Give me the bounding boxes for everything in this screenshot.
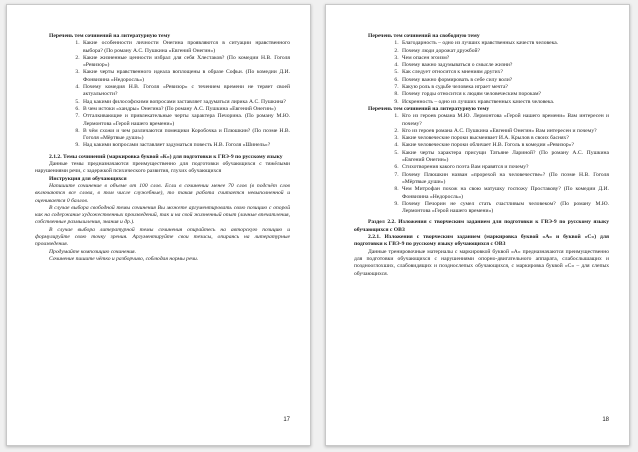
list-item: 4. Почему важно задумываться о смысле жизни? xyxy=(400,62,609,69)
list-item: 5. Над какими философскими вопросами заставляет задуматься лирика А.С. Пушкина? xyxy=(81,99,290,106)
instruction-paragraph: Продумайте композицию сочинения. xyxy=(49,248,137,255)
list-item: 6. Почему важно формировать в себе силу воли? xyxy=(400,77,609,84)
list-item: 7. Отталкивающие и привлекательные черты характера Печорина. (По роману М.Ю. Лермонтова «Герой нашего времени») xyxy=(81,113,290,128)
instruction-paragraph: В случае выбора литературной темы сочинения опирайтесь на авторскую позицию и формулируйте свою точку зрения. Аргументируйте свои тезисы, опираясь на литературные произведения. xyxy=(35,226,290,248)
list-item: 3. Какие черты нравственного идеала воплощены в образе Софьи. (По комедии Д.И. Фонвизина «Недоросль») xyxy=(81,69,290,84)
list-item: 7. Какую роль в судьбе человека играет мечта? xyxy=(400,84,609,91)
section-212-text: Данные темы предназначаются преимущественно для подготовки обучающихся с тяжёлыми нарушениями речи, с задержкой психического развития, глухих обучающихся xyxy=(35,161,290,175)
list-item: 8. Чем Митрофан похож на свою матушку госпожу Простакову? (По комедии Д.И. Фонвизина «Недоросль») xyxy=(400,186,609,201)
right-page-content xyxy=(354,33,609,278)
free-topics-heading: Перечень тем сочинений на свободную тему xyxy=(368,33,480,39)
literary-topics-list xyxy=(35,40,290,149)
instruction-title: Инструкция для обучающихся xyxy=(49,175,127,182)
instruction-paragraph: Сочинение пишите чётко и разборчиво, соблюдая нормы речи. xyxy=(49,255,199,262)
list-item: 5. Как следует относится к мнениям других? xyxy=(400,69,609,76)
list-item: 1. Кто из героев романа М.Ю. Лермонтова «Герой нашего времени» Вам интересен и почему? xyxy=(400,113,609,128)
free-topics-list xyxy=(354,40,609,106)
section-22-title: Раздел 2.2. Изложения с творческим заданием для подготовки к ГВЭ-9 по русскому языку обучающихся с ОВЗ xyxy=(354,219,609,233)
section-221-title: 2.2.1. Изложения с творческим заданием (маркировка буквой «А» и буквой «С») для подготовки к ГВЭ-9 по русскому языку обучающихся с ОВЗ xyxy=(354,234,609,248)
list-item: 8. Почему горды относится к людям человеческим порокам? xyxy=(400,91,609,98)
list-item: 5. Какие черты характера присущи Татьяне Лариной? (По роману А.С. Пушкина «Евгений Онегин») xyxy=(400,150,609,165)
list-item: 9. Почему Печорин не сумел стать счастливым человеком? (По роману М.Ю. Лермонтова «Герой нашего времени») xyxy=(400,201,609,216)
section-212-title: 2.1.2. Темы сочинений (маркировка буквой «К») для подготовки к ГВЭ-9 по русскому языку xyxy=(49,153,283,160)
list-item: 3. Чем опасен эгоизм? xyxy=(400,55,609,62)
left-page xyxy=(6,4,311,446)
right-page xyxy=(325,4,630,446)
literary-topics-heading: Перечень тем сочинений на литературную тему xyxy=(368,105,490,112)
list-item: 2. Кто из героев романа А.С. Пушкина «Евгений Онегин» Вам интересен и почему? xyxy=(400,128,609,135)
list-item: 7. Почему Плюшкин назван «прорехой на человечестве»? (По поэме Н.В. Гоголя «Мёртвые души») xyxy=(400,172,609,187)
list-item: 1. Благодарность – одно из лучших нравственных качеств человека. xyxy=(400,40,609,47)
list-item: 4. Какие человеческие пороки обличает Н.В. Гоголь в комедии «Ревизор»? xyxy=(400,142,609,149)
literary-topics-list xyxy=(354,113,609,215)
instruction-paragraph: Напишите сочинение в объеме от 100 слов. Если в сочинении менее 70 слов (в подсчёт слов включаются все слова, в том числе служебные), то такая работа считается невыполненной и оценивается 0 баллов. xyxy=(35,182,290,204)
list-item: 2. Почему люди дорожат дружбой? xyxy=(400,48,609,55)
list-item: 3. Какие человеческие пороки высмеивает И.А. Крылов в своих баснях? xyxy=(400,135,609,142)
instruction-paragraph: В случае выбора свободной темы сочинения Вы можете аргументировать свою позицию с опорой как на содержание художественных произведений, так и на свой жизненный опыт (личные впечатления, собственные размышления, знания и др.). xyxy=(35,204,290,226)
left-page-content xyxy=(35,33,290,263)
list-item: 9. Искренность – одно из лучших нравственных качеств человека. xyxy=(400,99,609,106)
list-item: 9. Над какими вопросами заставляет задуматься повесть Н.В. Гоголя «Шинель»? xyxy=(81,142,290,149)
list-item: 1. Какие особенности личности Онегина проявляются в ситуации нравственного выбора? (По роману А.С. Пушкина «Евгений Онегин») xyxy=(81,40,290,55)
section-221-text: Данные тренировочные материалы с маркировкой буквой «А» предназначаются преимущественно для подготовки обучающихся с нарушениями опорно-двигательного аппарата, слабослышащих и позднооглохших, слабовидящих и позднослепых обучающихся, с маркировка буквой «С» – для слепых обучающихся. xyxy=(354,248,609,277)
page-number: 17 xyxy=(283,417,290,423)
page-number: 18 xyxy=(602,417,609,423)
literary-topics-heading: Перечень тем сочинений на литературную тему xyxy=(49,33,171,39)
list-item: 2. Какие жизненные ценности избрал для себя Хлестаков? (По комедии Н.В. Гоголя «Ревизор») xyxy=(81,55,290,70)
list-item: 4. Почему комедия Н.В. Гоголя «Ревизор» с течением времени не теряет своей актуальности? xyxy=(81,84,290,99)
list-item: 6. Стихотворения какого поэта Вам нравятся и почему? xyxy=(400,164,609,171)
list-item: 6. В чем истоки «хандры» Онегина? (По роману А.С. Пушкина «Евгений Онегин») xyxy=(81,106,290,113)
list-item: 8. В чём схожи и чем различаются помещики Коробочка и Плюшкин? (По поэме Н.В. Гоголя «Мёртвые души») xyxy=(81,128,290,143)
